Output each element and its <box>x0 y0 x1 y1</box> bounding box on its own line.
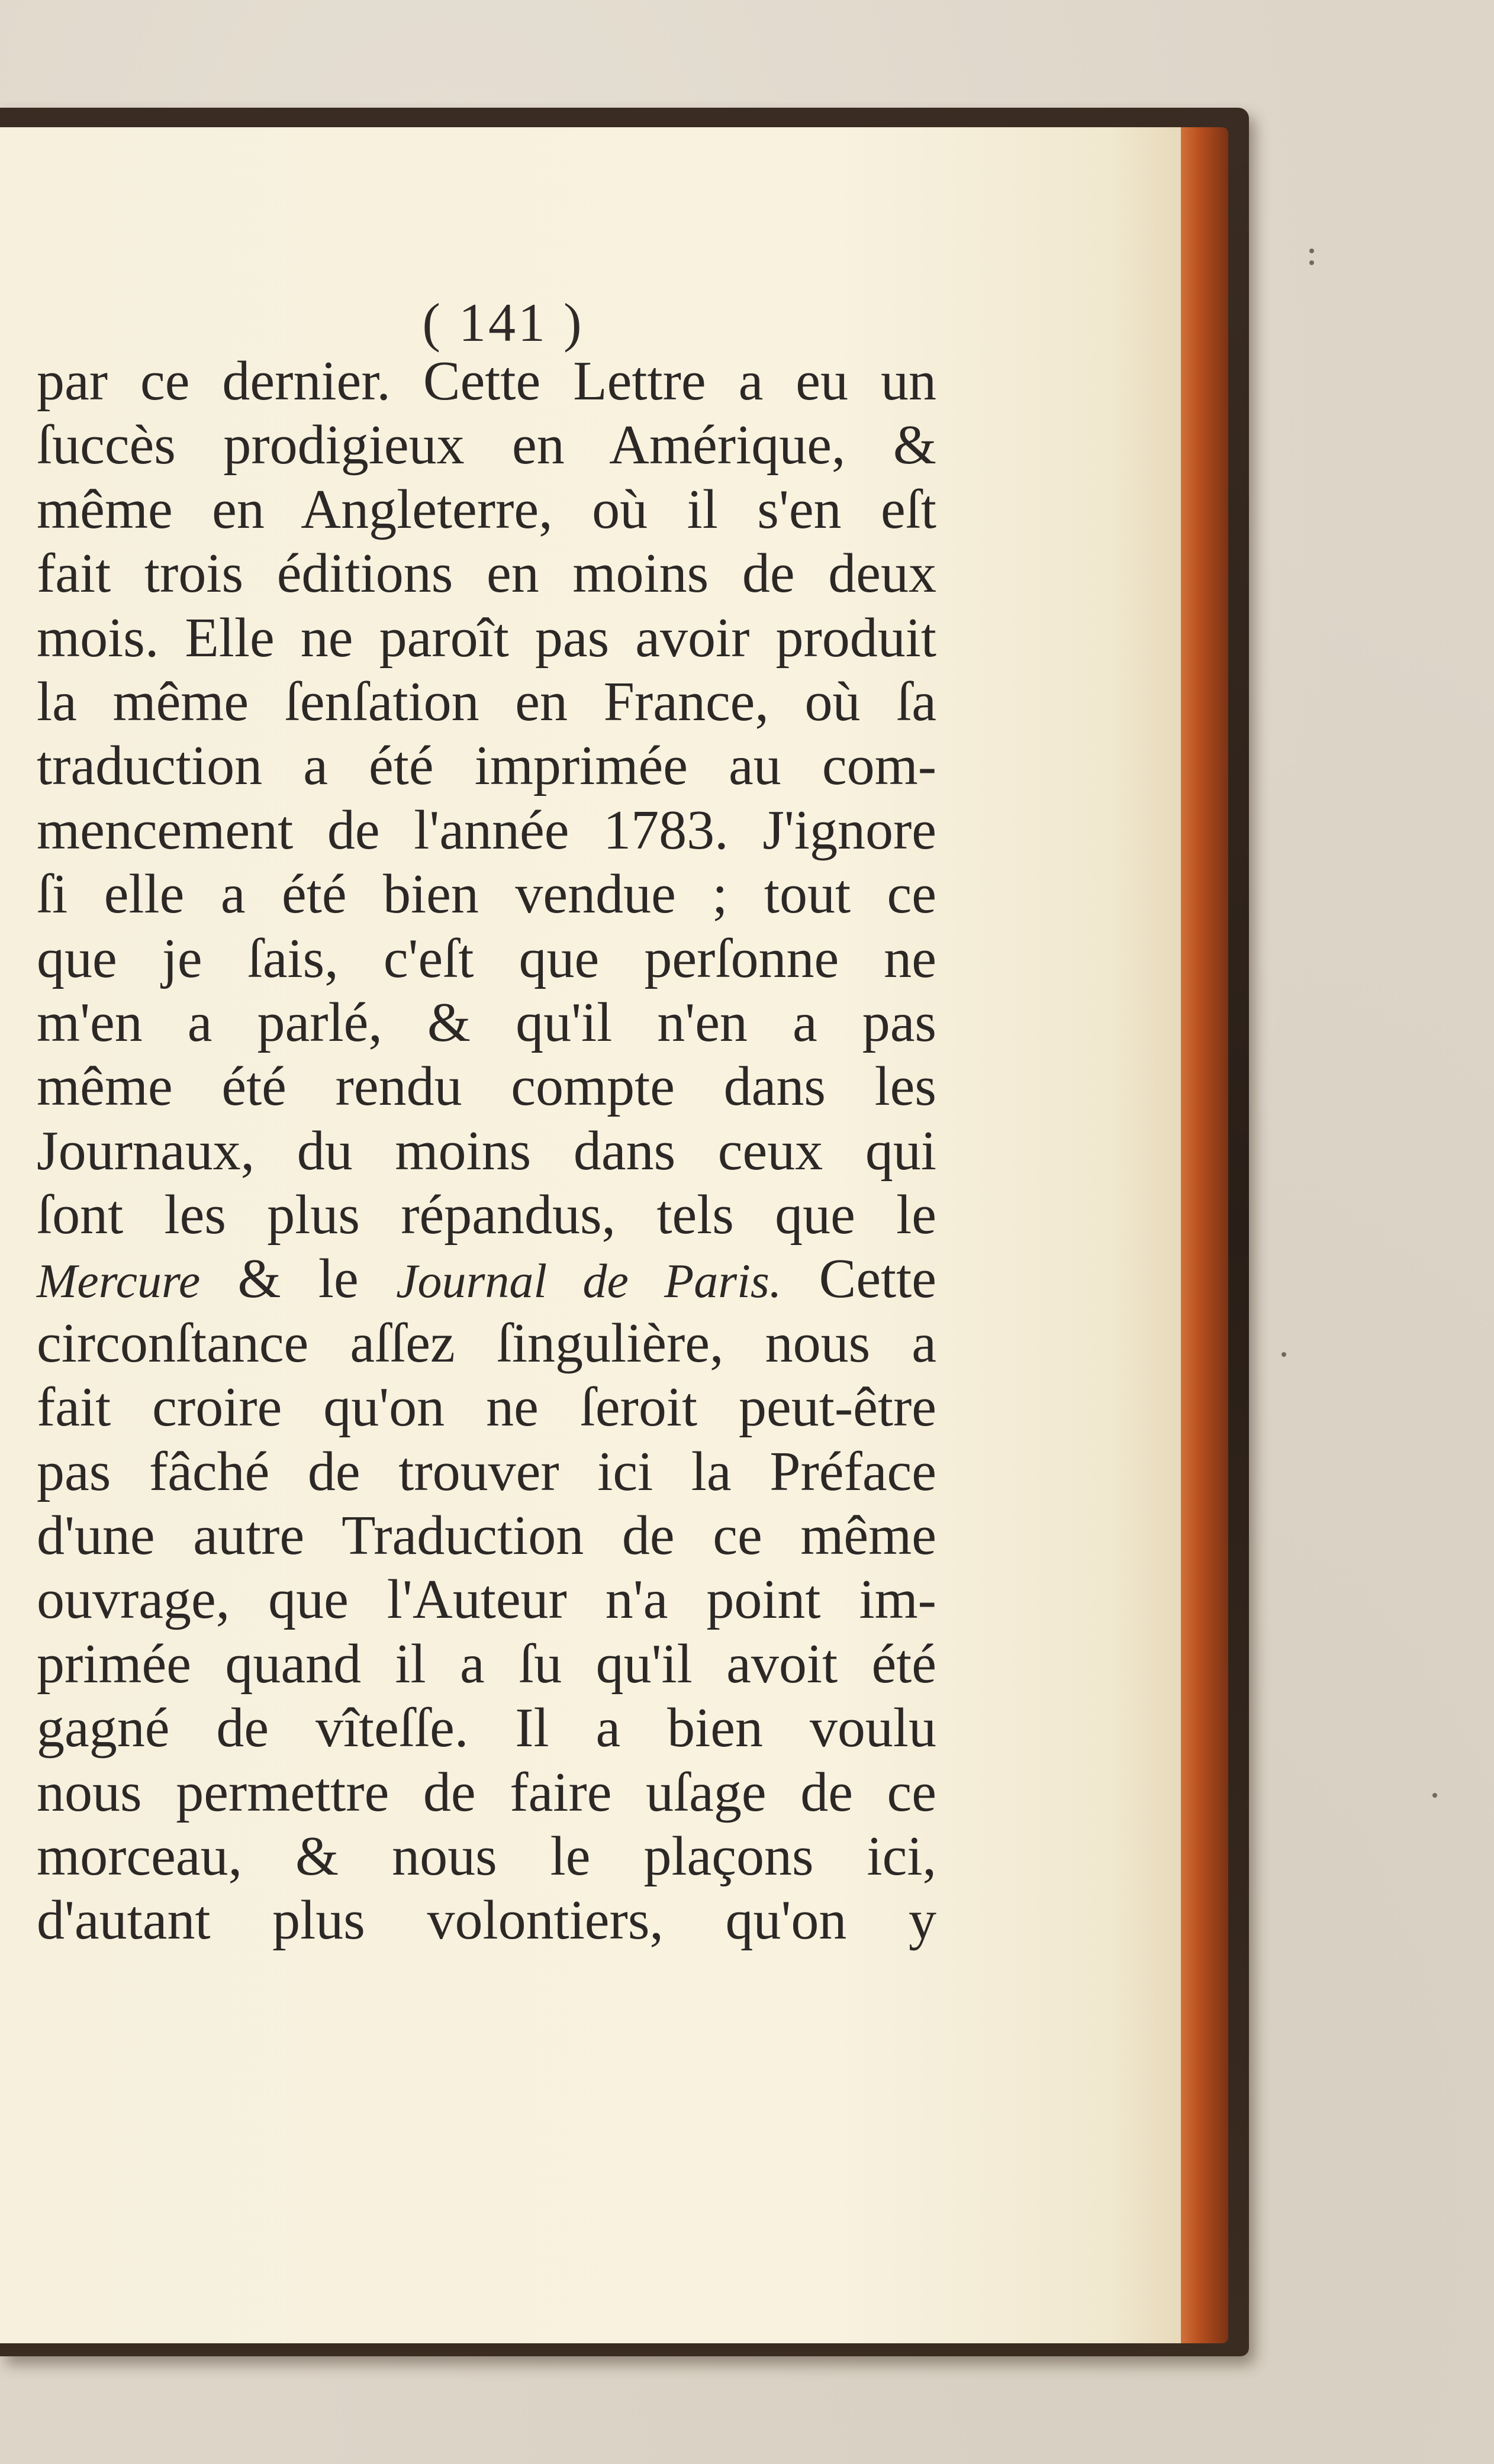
dust-speck <box>1309 260 1314 265</box>
text-run: par ce dernier. Cette Lettre a eu un <box>37 350 936 412</box>
text-line <box>37 1888 936 1952</box>
text-run: nous permettre de faire uſage de ce <box>37 1761 936 1823</box>
dust-speck <box>1432 1793 1437 1798</box>
text-run: mois. Elle ne paroît pas avoir produit <box>37 607 936 669</box>
text-run: ſont les plus répandus, tels que le <box>37 1184 936 1246</box>
text-run: fait trois éditions en moins de deux <box>37 543 936 605</box>
text-run: que je ſais, c'eſt que perſonne ne <box>37 927 936 989</box>
text-run: fait croire qu'on ne ſeroit peut-être <box>37 1376 936 1439</box>
text-line <box>37 1760 936 1824</box>
text-run: circonſtance aſſez ſingulière, nous a <box>37 1312 936 1374</box>
text-run: la même ſenſation en France, où ſa <box>37 670 936 733</box>
text-line <box>37 1054 936 1118</box>
text-run: ſi elle a été bien vendue ; tout ce <box>37 863 936 925</box>
text-run: gagné de vîteſſe. Il a bien voulu <box>37 1697 936 1759</box>
text-run: ouvrage, que l'Auteur n'a point im- <box>37 1569 936 1631</box>
text-line <box>37 927 936 991</box>
text-run: primée quand il a ſu qu'il avoit été <box>37 1633 936 1695</box>
text-run: mencement de l'année 1783. J'ignore <box>37 799 936 861</box>
text-run: traduction a été imprimée au com- <box>37 735 936 797</box>
text-line <box>37 991 936 1054</box>
text-run: pas fâché de trouver ici la Préface <box>37 1440 936 1502</box>
text-run: même en Angleterre, où il s'en eſt <box>37 478 936 540</box>
text-line <box>37 1311 936 1375</box>
text-line <box>37 1375 936 1439</box>
italic-title: Journal de Paris. <box>396 1254 782 1308</box>
text-run: ſuccès prodigieux en Amérique, & <box>37 414 936 476</box>
text-line <box>37 1119 936 1183</box>
text-line <box>37 1824 936 1888</box>
text-run: m'en a parlé, & qu'il n'en a pas <box>37 991 936 1053</box>
italic-title: Mercure <box>37 1254 201 1308</box>
text-run: d'autant plus volontiers, qu'on y <box>37 1889 936 1952</box>
text-line <box>37 1504 936 1568</box>
text-run: Journaux, du moins dans ceux qui <box>37 1120 936 1182</box>
text-line <box>37 1247 936 1311</box>
text-line <box>37 798 936 862</box>
text-line <box>37 734 936 798</box>
text-line <box>37 1696 936 1760</box>
text-line <box>37 1568 936 1631</box>
text-line <box>37 1183 936 1247</box>
text-line <box>37 349 936 413</box>
text-line <box>37 862 936 926</box>
page-number: ( 141 ) <box>422 292 584 353</box>
body-text <box>37 349 936 1953</box>
text-line <box>37 670 936 734</box>
text-run: & le <box>200 1248 397 1310</box>
text-run: morceau, & nous le plaçons ici, <box>37 1825 936 1887</box>
text-line <box>37 541 936 605</box>
text-run: Cette <box>781 1248 936 1310</box>
text-run: même été rendu compte dans les <box>37 1056 936 1118</box>
text-line <box>37 413 936 477</box>
dust-speck <box>1309 249 1314 253</box>
text-line <box>37 1440 936 1504</box>
text-run: d'une autre Traduction de ce même <box>37 1505 936 1567</box>
text-line <box>37 478 936 541</box>
text-line <box>37 606 936 670</box>
dust-speck <box>1282 1352 1286 1357</box>
text-line <box>37 1632 936 1696</box>
